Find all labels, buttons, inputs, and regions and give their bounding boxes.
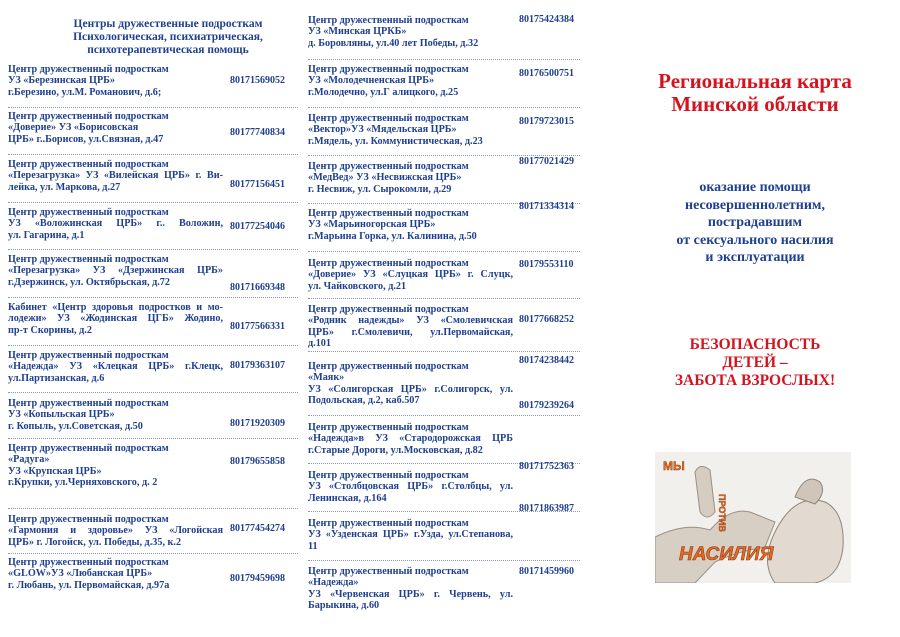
right-panel	[610, 0, 900, 637]
address-line: Центр дружественный подросткам	[308, 518, 469, 529]
address-line: УЗ «Солигорская ЦРБ» г.Солигорск, ул.	[308, 383, 513, 395]
address-line: г.Марьина Горка, ул. Калинина, д.50	[308, 230, 477, 242]
center-address	[8, 302, 223, 336]
center-address	[8, 207, 223, 241]
center-address	[308, 361, 513, 407]
address-line: д.101	[308, 338, 331, 350]
header-line: Психологическая, психиатрическая,	[73, 31, 263, 43]
address-line: «Перезагрузка» УЗ «Дзержинская ЦРБ»	[8, 265, 223, 277]
address-line: УЗ «Узденская ЦРБ» г.Узда, ул.Степанова,	[308, 529, 513, 541]
center-address	[308, 258, 513, 292]
address-line: ЦРБ» г.Смолевичи, ул.Первомайская,	[308, 326, 513, 338]
phone-number[interactable]: 80177566331	[230, 321, 285, 332]
address-line: Центр дружественный подросткам	[8, 207, 169, 218]
phone-number[interactable]: 80177254046	[230, 221, 285, 232]
center-address	[8, 111, 223, 145]
phone-number[interactable]: 80171459960	[519, 566, 574, 577]
entry-separator	[8, 154, 298, 155]
title-line: Региональная карта	[658, 69, 852, 93]
address-line: г.Старые Дороги, ул.Московская, д.82	[308, 444, 483, 456]
center-address	[308, 470, 513, 504]
address-line: Центр дружественный подросткам	[308, 113, 469, 124]
address-line: «Маяк»	[308, 372, 345, 384]
entry-separator	[308, 351, 580, 352]
center-address	[308, 113, 513, 147]
subtitle-line: пострадавшим	[707, 215, 803, 230]
address-line: УЗ «Крупская ЦРБ»	[8, 465, 102, 477]
address-line: «МедВед» УЗ «Несвижская ЦРБ»	[308, 172, 462, 184]
address-line: 11	[308, 540, 318, 552]
phone-number[interactable]: 80175424384	[519, 14, 574, 25]
phone-number[interactable]: 80177668252	[519, 314, 574, 325]
address-line: «Надежда» УЗ «Клецкая ЦРБ» г.Клецк,	[8, 361, 223, 373]
phone-number[interactable]: 80177156451	[230, 179, 285, 190]
address-line: «Доверие» УЗ «Слуцкая ЦРБ» г. Слуцк,	[308, 269, 513, 281]
address-line: Центр дружественный подросткам	[8, 398, 169, 409]
center-address	[308, 422, 513, 456]
phone-number[interactable]: 80179655858	[230, 456, 285, 467]
address-line: г.Березино, ул.М. Романович, д.6;	[8, 86, 162, 98]
address-line: Центр дружественный подросткам	[8, 557, 169, 568]
address-line: Центр дружественный подросткам	[8, 64, 169, 75]
entry-separator	[8, 297, 298, 298]
address-line: Центр дружественный подросткам	[308, 258, 469, 269]
poster-word-1: МЫ	[663, 459, 685, 473]
entry-separator	[308, 59, 580, 60]
subtitle-line: от сексуального насилия	[676, 232, 834, 248]
phone-number[interactable]: 80174238442	[519, 355, 574, 366]
entry-separator	[308, 107, 580, 108]
address-line: «Надежда»в УЗ «Стародорожская ЦРБ	[308, 433, 513, 445]
section-header	[8, 18, 298, 57]
address-line: «GLOW»УЗ «Любанская ЦРБ»	[8, 568, 153, 580]
phone-number[interactable]: 80179459698	[230, 573, 285, 584]
address-line: «Перезагрузка» УЗ «Вилейская ЦРБ» г. Ви-	[8, 170, 223, 182]
address-line: г. Несвиж, ул. Сырокомли, д.29	[308, 183, 452, 195]
address-line: УЗ «Воложинская ЦРБ» г.. Воложин,	[8, 218, 223, 230]
address-line: УЗ «Марьиногорская ЦРБ»	[308, 219, 436, 231]
address-line: «Вектор»УЗ «Мядельская ЦРБ»	[308, 124, 457, 136]
address-line: Центр дружественный подросткам	[8, 111, 169, 122]
address-line: Центр дружественный подросткам	[8, 159, 169, 170]
address-line: УЗ «Червенская ЦРБ» г. Червень, ул.	[308, 588, 513, 600]
center-address	[308, 161, 513, 195]
address-line: д. Боровляны, ул.40 лет Победы, д.32	[308, 37, 479, 49]
address-line: Центр дружественный подросткам	[308, 470, 469, 481]
center-address	[8, 254, 223, 288]
address-line: лодежи» УЗ «Жодинская ЦГБ» Жодино,	[8, 313, 223, 325]
address-line: Ленинская, д.164	[308, 492, 387, 504]
center-address	[8, 514, 223, 548]
address-line: Центр дружественный подросткам	[308, 64, 469, 75]
slogan-line: БЕЗОПАСНОСТЬ	[689, 336, 821, 353]
phone-number[interactable]: 80171569052	[230, 75, 285, 86]
center-address	[308, 566, 513, 612]
center-address	[308, 304, 513, 350]
address-line: Центр дружественный подросткам	[308, 422, 469, 433]
address-line: УЗ «Березинская ЦРБ»	[8, 75, 116, 87]
address-line: «Доверие» УЗ «Борисовская	[8, 122, 139, 134]
phone-number[interactable]: 80171334314	[519, 201, 574, 212]
phone-number[interactable]: 80177454274	[230, 523, 285, 534]
entry-separator	[8, 345, 298, 346]
address-line: Центр дружественный подросткам	[8, 254, 169, 265]
address-line: Центр дружественный подросткам	[308, 361, 469, 372]
address-line: ЦРБ» г. Логойск, ул. Победы, д.35, к.2	[8, 536, 182, 548]
address-line: Кабинет «Центр здоровья подростков и мо-	[8, 302, 223, 313]
entry-separator	[8, 438, 298, 439]
header-line: Центры дружественные подросткам	[73, 18, 263, 30]
address-line: Центр дружественный подросткам	[308, 15, 469, 26]
poster-word-3: НАСИЛИЯ	[679, 544, 774, 565]
address-line: Центр дружественный подросткам	[8, 350, 169, 361]
address-line: Центр дружественный подросткам	[308, 304, 469, 315]
phone-number[interactable]: 80171920309	[230, 418, 285, 429]
center-address	[8, 64, 223, 98]
phone-number[interactable]: 80171669348	[230, 282, 285, 293]
slogan-line: ЗАБОТА ВЗРОСЛЫХ!	[674, 372, 836, 389]
address-line: г.Мядель, ул. Коммунистическая, д.23	[308, 135, 483, 147]
phone-number[interactable]: 80176500751	[519, 68, 574, 79]
entry-separator	[308, 560, 580, 561]
address-line: ул. Гагарина, д.1	[8, 229, 85, 241]
phone-number[interactable]: 80179239264	[519, 400, 574, 411]
address-line: Центр дружественный подросткам	[8, 514, 169, 525]
address-line: г. Любань, ул. Первомайская, д.97а	[8, 579, 170, 591]
entry-separator	[8, 249, 298, 250]
address-line: УЗ «Молодечненская ЦРБ»	[308, 75, 435, 87]
phone-number[interactable]: 80179723015	[519, 116, 574, 127]
address-line: «Надежда»	[308, 577, 359, 589]
center-address	[8, 159, 223, 193]
poster-illustration	[655, 452, 851, 583]
entry-separator	[8, 107, 298, 108]
center-address	[8, 398, 223, 432]
address-line: Подольская, д.2, каб.507	[308, 395, 420, 407]
entry-separator	[308, 298, 580, 299]
entry-separator	[8, 202, 298, 203]
center-address	[308, 208, 513, 242]
address-line: Барыкина, д.60	[308, 600, 380, 612]
entry-separator	[308, 415, 580, 416]
address-line: «Родник надежды» УЗ «Смолевичская	[308, 315, 513, 327]
phone-number[interactable]: 80179363107	[230, 360, 285, 371]
phone-number[interactable]: 80177021429	[519, 156, 574, 167]
center-address	[308, 518, 513, 552]
title-line: Минской области	[671, 92, 839, 116]
address-line: УЗ «Минская ЦРКБ»	[308, 26, 407, 38]
address-line: пр-т Скорины, д.2	[8, 324, 92, 336]
subtitle-line: несовершеннолетним,	[685, 197, 825, 213]
center-address	[308, 64, 513, 98]
address-line: ул.Партизанская, д.6	[8, 372, 105, 384]
entry-separator	[8, 392, 298, 393]
phone-number[interactable]: 80179553110	[519, 259, 574, 270]
address-line: Центр дружественный подросткам	[308, 161, 469, 172]
address-line: Центр дружественный подросткам	[8, 443, 169, 454]
poster-word-2: ПРОТИВ	[717, 494, 727, 532]
address-line: Центр дружественный подросткам	[308, 208, 469, 219]
center-address	[8, 443, 223, 489]
phone-number[interactable]: 80171752363	[519, 461, 574, 472]
address-line: г.Крупки, ул.Черняховского, д. 2	[8, 477, 158, 489]
entry-separator	[8, 553, 298, 554]
header-line: психотерапевтическая помощь	[87, 44, 249, 56]
entry-separator	[308, 251, 580, 252]
address-line: «Гармония и здоровье» УЗ «Логойская	[8, 525, 223, 537]
slogan	[610, 336, 900, 390]
subtitle-line: и эксплуатации	[705, 250, 805, 265]
brochure-title	[610, 70, 900, 116]
phone-number[interactable]: 80171863987	[519, 503, 574, 514]
address-line: Центр дружественный подросткам	[308, 566, 469, 577]
address-line: УЗ «Копыльская ЦРБ»	[8, 409, 115, 421]
address-line: ЦРБ» г..Борисов, ул.Связная, д.47	[8, 133, 164, 145]
phone-number[interactable]: 80177740834	[230, 127, 285, 138]
entry-separator	[8, 508, 298, 509]
slogan-line: ДЕТЕЙ –	[722, 354, 788, 371]
brochure-subtitle	[610, 179, 900, 267]
address-line: г.Молодечно, ул.Г алицкого, д.25	[308, 86, 459, 98]
left-panel	[8, 0, 298, 591]
center-address	[8, 350, 223, 384]
center-address	[8, 557, 223, 591]
address-line: лейка, ул. Маркова, д.27	[8, 181, 121, 193]
center-address	[308, 15, 513, 49]
address-line: «Радуга»	[8, 454, 50, 466]
address-line: УЗ «Столбцовская ЦРБ» г.Столбцы, ул.	[308, 481, 513, 493]
address-line: г. Копыль, ул.Советская, д.50	[8, 420, 143, 432]
address-line: г.Дзержинск, ул. Октябрьская, д.72	[8, 276, 170, 288]
address-line: ул. Чайковского, д.21	[308, 280, 407, 292]
subtitle-line: оказание помощи	[699, 180, 811, 195]
